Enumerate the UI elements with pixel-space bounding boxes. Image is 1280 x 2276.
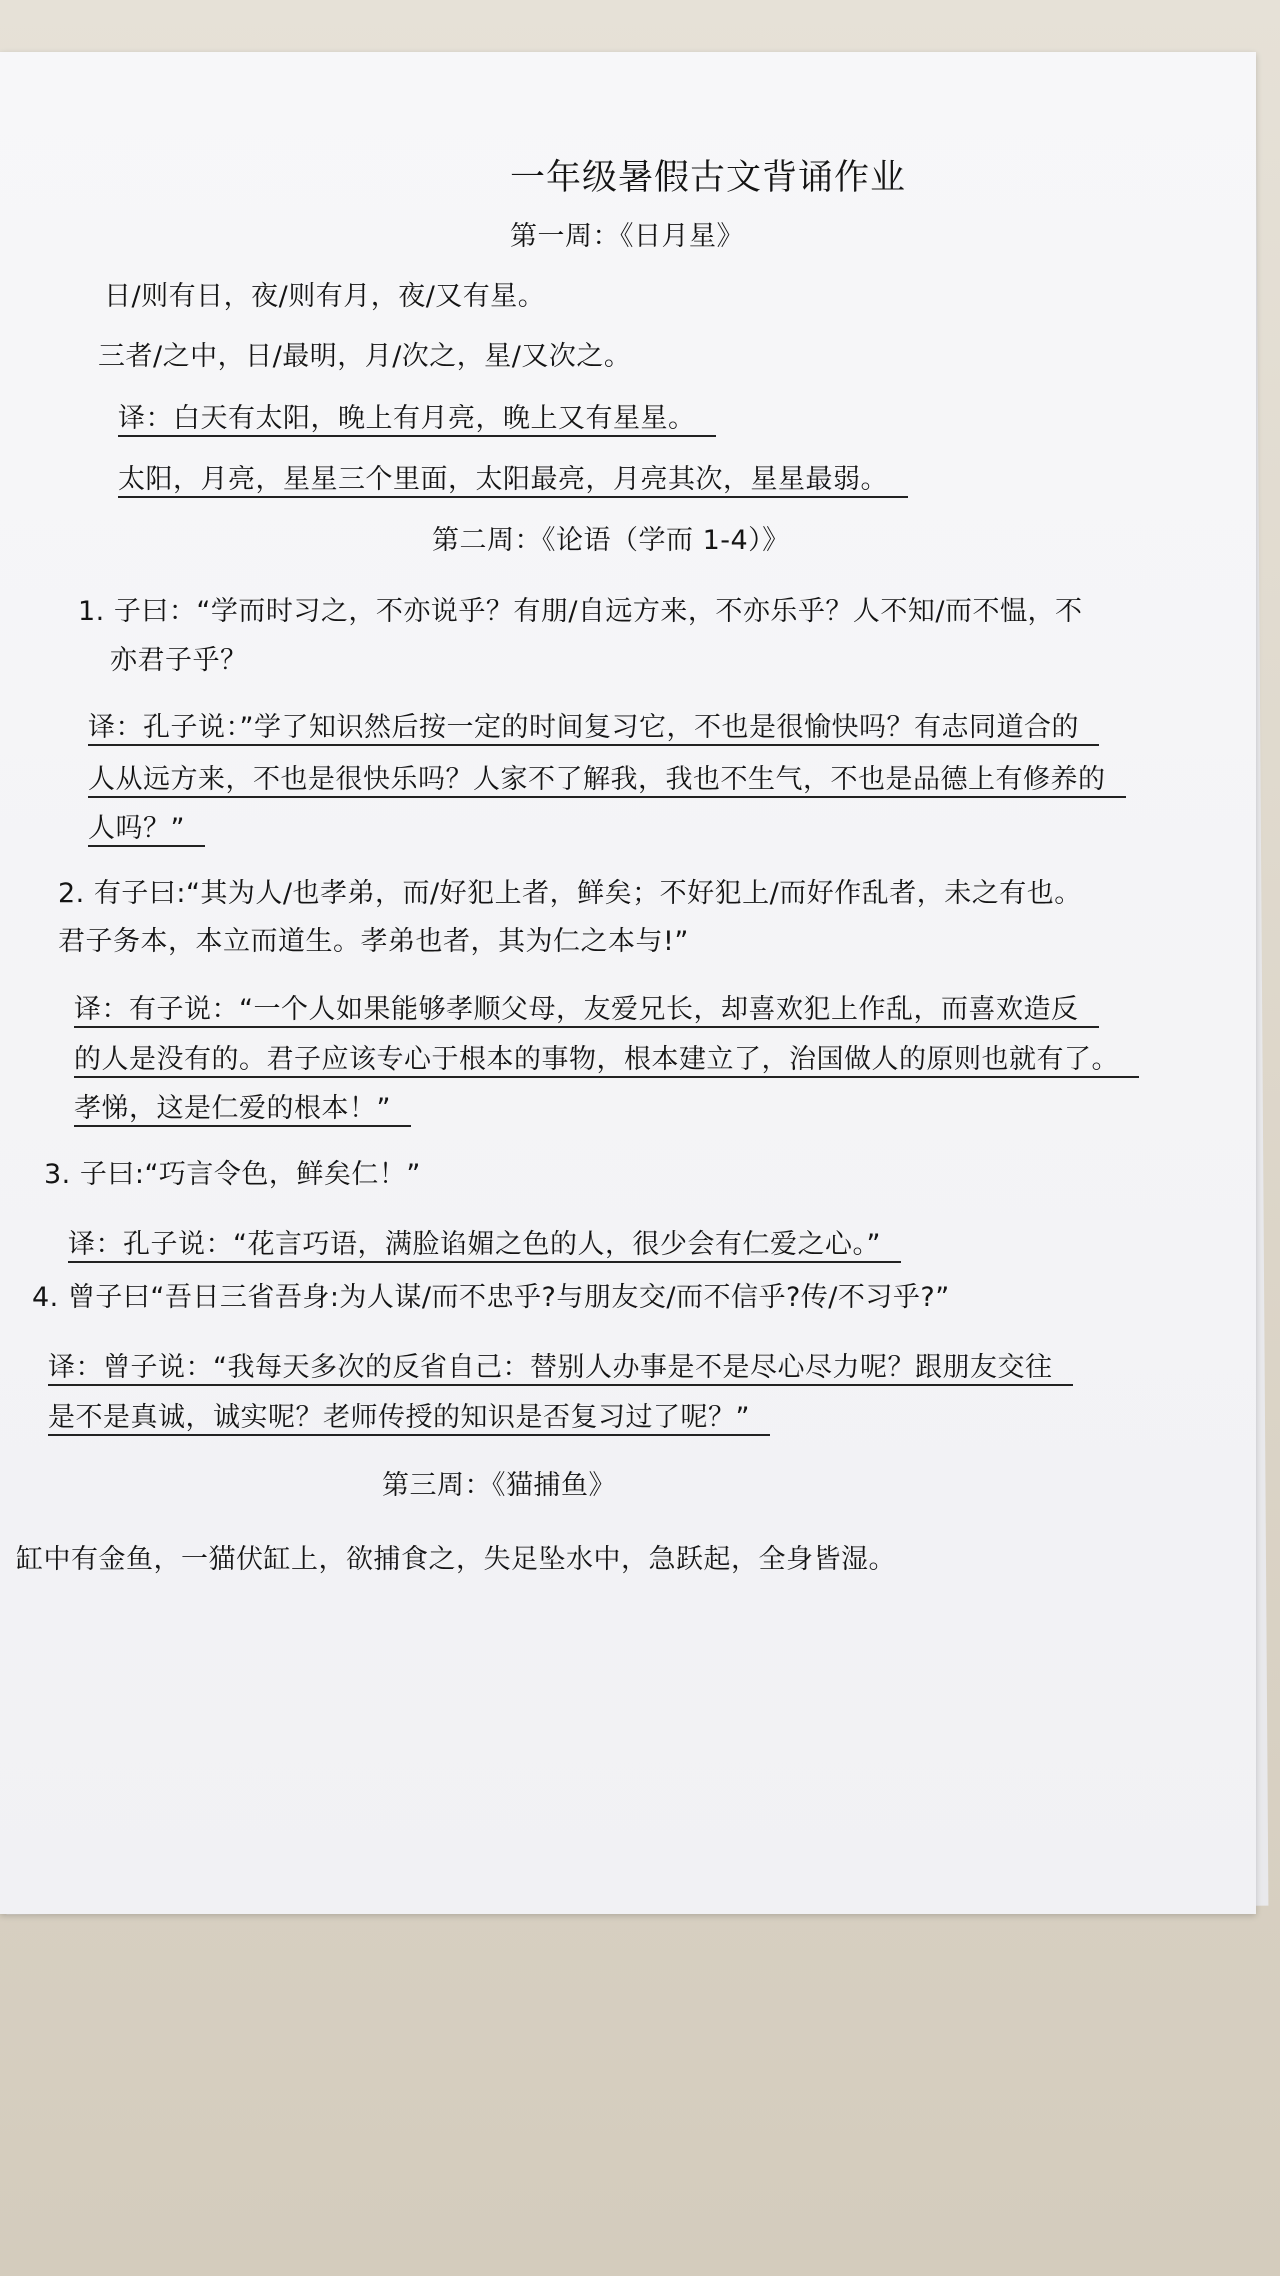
week3-text-line: 缸中有金鱼，一猫伏缸上，欲捕食之，失足坠水中，急跃起，全身皆湿。 (16, 1544, 896, 1575)
week2-item3-translation-line: 译：孔子说：“花言巧语，满脸谄媚之色的人，很少会有仁爱之心。” (68, 1222, 901, 1263)
week2-item4-translation-line: 译：曾子说：“我每天多次的反省自己：替别人办事是不是尽心尽力呢？跟朋友交往 (48, 1345, 1073, 1386)
week2-item1-translation-line: 人从远方来，不也是很快乐吗？人家不了解我，我也不生气，不也是品德上有修养的 (88, 757, 1126, 798)
week1-text-line: 三者/之中，日/最明，月/次之，星/又次之。 (98, 341, 632, 372)
week2-item1-text-line: 亦君子乎？ (110, 645, 248, 676)
week1-translation-line: 译：白天有太阳，晚上有月亮，晚上又有星星。 (118, 396, 716, 437)
week2-item1-text-line: 1. 子曰：“学而时习之，不亦说乎？有朋/自远方来，不亦乐乎？人不知/而不愠，不 (78, 596, 1083, 627)
week3-heading: 第三周：《猫捕鱼》 (382, 1470, 616, 1501)
week2-item4-text-line: 4. 曾子曰“吾日三省吾身:为人谋/而不忠乎?与朋友交/而不信乎?传/不习乎?” (32, 1282, 950, 1313)
week2-item3-text-line: 3. 子曰:“巧言令色，鲜矣仁！” (44, 1159, 421, 1190)
week2-item1-translation-line: 译：孔子说：”学了知识然后按一定的时间复习它，不也是很愉快吗？有志同道合的 (88, 705, 1099, 746)
week2-item2-text-line: 君子务本，本立而道生。孝弟也者，其为仁之本与!” (58, 926, 689, 957)
week2-item2-text-line: 2. 有子曰:“其为人/也孝弟，而/好犯上者，鲜矣；不好犯上/而好作乱者，未之有也。 (58, 878, 1082, 909)
week2-item1-translation-line: 人吗？” (88, 806, 205, 847)
week2-item2-translation-line: 的人是没有的。君子应该专心于根本的事物，根本建立了，治国做人的原则也就有了。 (74, 1037, 1139, 1078)
week2-item2-translation-line: 译：有子说：“一个人如果能够孝顺父母，友爱兄长，却喜欢犯上作乱，而喜欢造反 (74, 987, 1099, 1028)
week1-translation-line: 太阳，月亮，星星三个里面，太阳最亮，月亮其次，星星最弱。 (118, 457, 908, 498)
worksheet-paper (0, 52, 1256, 1914)
week2-item2-translation-line: 孝悌，这是仁爱的根本！” (74, 1086, 411, 1127)
week2-heading: 第二周：《论语（学而 1-4）》 (432, 525, 790, 556)
week1-text-line: 日/则有日，夜/则有月，夜/又有星。 (104, 281, 546, 312)
document-title: 一年级暑假古文背诵作业 (510, 158, 907, 198)
week2-item4-translation-line: 是不是真诚，诚实呢？老师传授的知识是否复习过了呢？” (48, 1395, 770, 1436)
week1-heading: 第一周：《日月星》 (510, 221, 744, 252)
